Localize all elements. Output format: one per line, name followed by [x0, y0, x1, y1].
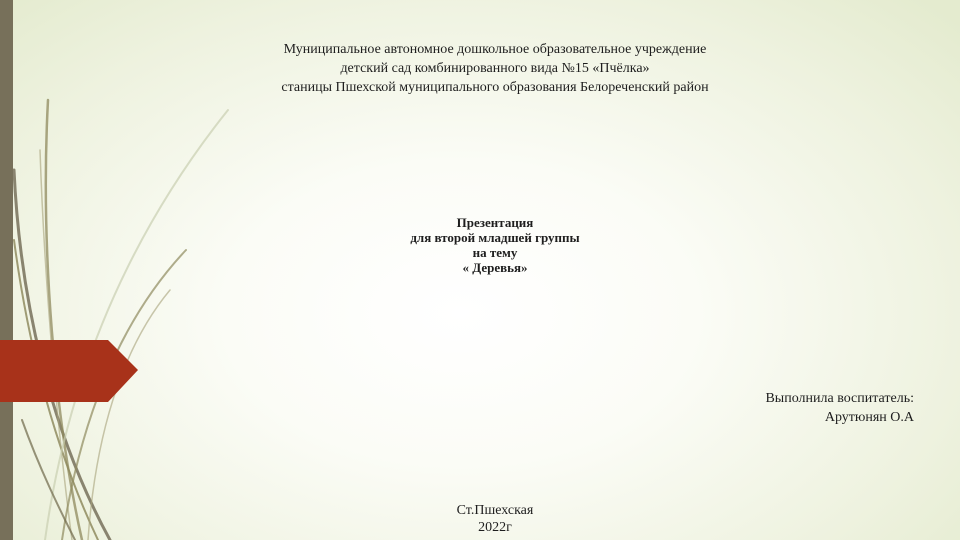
- author-name: Арутюнян О.А: [824, 410, 914, 425]
- header-line-2: детский сад комбинированного вида №15 «Пчёлка»: [340, 61, 650, 76]
- presentation-subject-label: на тему: [472, 245, 518, 260]
- header-line-3: станицы Пшехской муниципального образования Белореченский район: [281, 80, 709, 95]
- author-block: [765, 389, 914, 427]
- red-arrow-shape: [0, 340, 140, 404]
- header-line-1: Муниципальное автономное дошкольное образовательное учреждение: [283, 42, 707, 57]
- presentation-audience: для второй младшей группы: [410, 230, 580, 245]
- presentation-topic: « Деревья»: [462, 260, 528, 275]
- footer-place: Ст.Пшехская: [456, 503, 534, 518]
- presentation-title-block: [330, 215, 660, 275]
- organization-header: [150, 40, 840, 97]
- footer-year: 2022г: [478, 520, 512, 535]
- presentation-title: Презентация: [456, 215, 534, 230]
- author-role: Выполнила воспитатель:: [765, 391, 914, 406]
- footer-block: [395, 502, 595, 536]
